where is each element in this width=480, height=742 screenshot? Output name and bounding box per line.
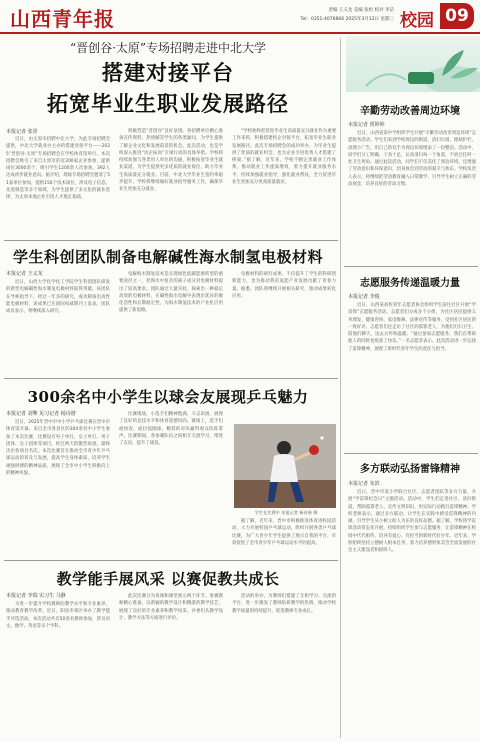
lead-text-col1: 近日，由太原市招聘中北大学，为此专场招聘会提供，中北大学就业办主办的搭建对接平台——2025“晋创谷·太原”专场招聘会在学校体育馆举行。本次招聘会吸引了来自太原市的近200家企业参加，提供岗位3000余个，吸引学生1200余人次参加，392人达成初步就业意向。据介绍，现场专场招聘会邀请了51家单位参加，提供156个技术岗位，涉及电子信息、先进制造等多个领域，为学生提供了多元化的就业选择，为太原本地企业引进人才奠定基础。: [6, 137, 110, 201]
story4-headline: 教学能手展风采 以赛促教共成长: [56, 570, 280, 588]
table-tennis-player-image: [234, 424, 336, 508]
story2-headline: 学生科创团队制备电解碱性海水制氢电极材料: [12, 248, 323, 266]
story4-text-col2: 此次比赛分为说课和课堂展示两个环节。参赛教师精心准备，以新颖的教学设计和精湛的教学技艺，展现了良好的专业素养和教学风采。评委们从教学设计、教学方法等方面进行评价。: [119, 594, 223, 621]
lead-headline-line2: 拓宽毕业生职业发展路径: [47, 91, 289, 116]
divider: [4, 240, 338, 241]
story3-text-col1: 近日，2025年晋中市中小学乒乓球比赛在晋中市体育馆开幕。来自全市各县区的300余名中小学生参加了本次比赛，比赛设有男子单打、女子单打、男子团体、女子团体等项目，经过两天的激烈角逐，最终决出各项目名次。本次比赛旨在推动全市青少年乒乓球运动的普及与发展，提高学生身体素质，培养学生顽强拼搏的精神品质，展现了全市中小学生积极向上的精神风貌。: [6, 420, 110, 477]
story3-text-col3: 据了解，近年来，晋中市积极推进体育进校园活动，大力开展校园乒乓球运动，组织开展各类乒乓球比赛，为广大青少年学生提供了展示自我的平台，有效促进了全市青少年乒乓球运动水平的提高。: [232, 519, 336, 546]
sidebar3-title: 多方联动弘扬雷锋精神: [360, 464, 460, 475]
sidebar1-title: 辛勤劳动改善周边环境: [360, 106, 460, 117]
page-number-badge: 09: [440, 3, 474, 29]
divider: [344, 266, 478, 267]
sidebar-decorative-image: [346, 36, 480, 92]
story2-byline: 本报记者 王义龙: [6, 271, 43, 277]
story4-text-col1: 为进一步提升学校教师的教学水平和专业素养，推动教育教学改革，近日，阳泉市郊区举办了教学能手评选活动。本次活动共有50余名教师参加，涉及语文、数学、英语等多个学科。: [6, 602, 110, 629]
column-divider: [340, 38, 341, 738]
lead-byline: 本报记者 张彤: [6, 129, 38, 135]
lead-headline-line1: 搭建对接平台: [102, 60, 234, 85]
story2-text-col2: 电解海水制氢技术是实现绿色低碳能源转型的重要途径之一，但海水中复杂的离子成分对电极材料提出了较高要求。团队通过大量实验，探索出一种稳定高效的电极材料，在碱性海水电解中表现出优异的催化活性和长期稳定性，为海水制氢技术的产业化应用提供了新思路。: [119, 272, 223, 314]
leaf-illustration: [346, 36, 480, 92]
lead-text-col3: “学校始终把促进毕业生高质量充分就业作为重要工作来抓，积极搭建校企对接平台，拓宽毕业生职业发展路径。此次专场招聘会的成功举办，为毕业生提供了优质的就业机会，也为企业引进优秀人才搭建了桥梁。”据了解，近年来，学校不断完善就业工作体系，推动就业工作提质增效，着力提升就业服务水平，持续加强就业指导，强化就业帮扶，全力促进毕业生更加充分更高质量就业。: [232, 129, 336, 186]
sidebar3-byline: 本报记者 朱滨: [348, 481, 380, 487]
sidebar1-text: 近日，山西省某中学组织学生开展“辛勤劳动改善周边环境”志愿服务活动。学生们来到学校周边的街道，清扫垃圾、擦拭护栏、清理小广告，用自己的双手为周边环境增添了一份整洁。活动中，同学们分工明确、干劲十足，认真清扫每一个角落，不放过任何一处卫生死角。通过此次活动，同学们不仅美化了周边环境，还增强了劳动意识和环保意识，切身体会到劳动的艰辛与快乐。学校负责人表示，将继续把劳动教育融入日常教学，引导学生树立正确的劳动观念，培养良好的劳动习惯。: [348, 131, 476, 188]
photo-caption: 学生在比赛中 本报记者 杨诗谐 摄: [254, 510, 318, 515]
sidebar2-text: 近日，山西某高校青年志愿者协会组织学生前往社区开展“学雷锋”志愿服务活动。志愿者们分成多个小组，为社区居民提供义务理发、健康咨询、家电维修、法律宣传等服务，受到社区居民的一致好评。志愿者们还走访了社区的孤寡老人，为他们打扫卫生、陪他们聊天，送去关怀和温暖。“通过参加志愿服务，我们在帮助他人的同时也收获了快乐。”一名志愿者表示。此次活动进一步弘扬了雷锋精神，展现了新时代青年学生的责任与担当。: [348, 303, 476, 352]
tel-date-line: Tel：0351-4076866 2025年3月12日 星期三: [300, 17, 394, 22]
masthead: [0, 0, 480, 34]
section-name: 校园: [400, 11, 434, 31]
story3-byline: 本报记者 刘擎 见习记者 杨诗谐: [6, 411, 76, 417]
story2-text-col3: 电极材料的研究成果，不仅提升了学生的科研创新能力，也为推动我省氢能产业发展贡献了青春力量。据悉，团队将继续开展相关研究，推动成果转化应用。: [232, 272, 336, 299]
story4-text-col3: 活动的举办，为教师们搭建了互相学习、交流的平台，进一步激发了教师钻研教学的热情，推动学校教学质量的持续提升，促进教师专业成长。: [232, 594, 336, 614]
story3-headline: 300余名中小学生以球会友展现乒乓魅力: [27, 388, 309, 406]
divider: [4, 378, 338, 379]
story3-text-col2: 比赛现场，小选手们精神饱满，斗志昂扬，展现了良好的竞技水平和体育道德风尚。赛场上，选手们或快攻、或拉弧圈球，精彩的对决赢得观众阵阵掌声。比赛期间，各参赛队伍之间相互交流学习，增进了友谊，提升了球技。: [119, 412, 223, 447]
sidebar3-text: 近日，晋中市某小学联合社区、志愿者团队等多方力量，开展“学雷锋纪念日”主题活动。活动中，学生们走进社区，清扫街道、帮助孤寡老人、宣传文明知识，用实际行动践行雷锋精神。学校老师表示，通过多方联动，让学生在实践中感受雷锋精神的内涵，引导学生从小树立助人为乐的良好品德。据了解，学校将学雷锋活动常态化开展，持续组织学生参与志愿服务，让雷锋精神在校园中代代相传，培养有爱心、有担当的新时代好少年。近年来，学校始终坚持立德树人根本任务，着力培养德智体美劳全面发展的社会主义建设者和接班人。: [348, 490, 476, 554]
editor-line: 责编 王义龙 美编 张恒 校对 李洁: [328, 8, 394, 13]
sidebar2-title: 志愿服务传递温暖力量: [360, 278, 460, 289]
sidebar1-byline: 本报记者 贾婷婷: [348, 122, 385, 128]
lead-text-col2: 积极营造“晋创谷”良好氛围。各招聘单位精心准备宣传资料，热情解答学生的各类疑问，为学生提供了解企业文化和发展前景的机会。此次活动，也是学校深入推进“访企拓岗”专项行动的具体举措。学校将持续加强与各类用人单位的沟通，积极拓宽毕业生就业渠道，为学生提供更多优质的就业岗位，助力毕业生高质量充分就业。目前，中北大学毕业生签约率稳步提升，学校将继续做好就业指导服务工作，确保毕业生更加充分就业。: [119, 129, 223, 193]
story2-text-col1: 近日，山西大学化学化工学院学生科创团队研发的新型电解碱性海水制氢电极材料取得突破。该团队在导师指导下，经过一年多的研究，成功制备出高性能电极材料，该成果已在国际权威期刊上发表。团队成员表示，将继续深入研究。: [6, 280, 110, 315]
newspaper-logo: 山西青年报: [10, 7, 115, 31]
divider: [344, 453, 478, 454]
table-tennis-photo: [234, 424, 336, 508]
sidebar2-byline: 本报记者 李俊: [348, 294, 380, 300]
divider: [4, 560, 338, 561]
story4-byline: 本报记者 李瑞 实习生 马静: [6, 593, 66, 599]
lead-kicker: “晋创谷·太原”专场招聘走进中北大学: [69, 41, 267, 55]
